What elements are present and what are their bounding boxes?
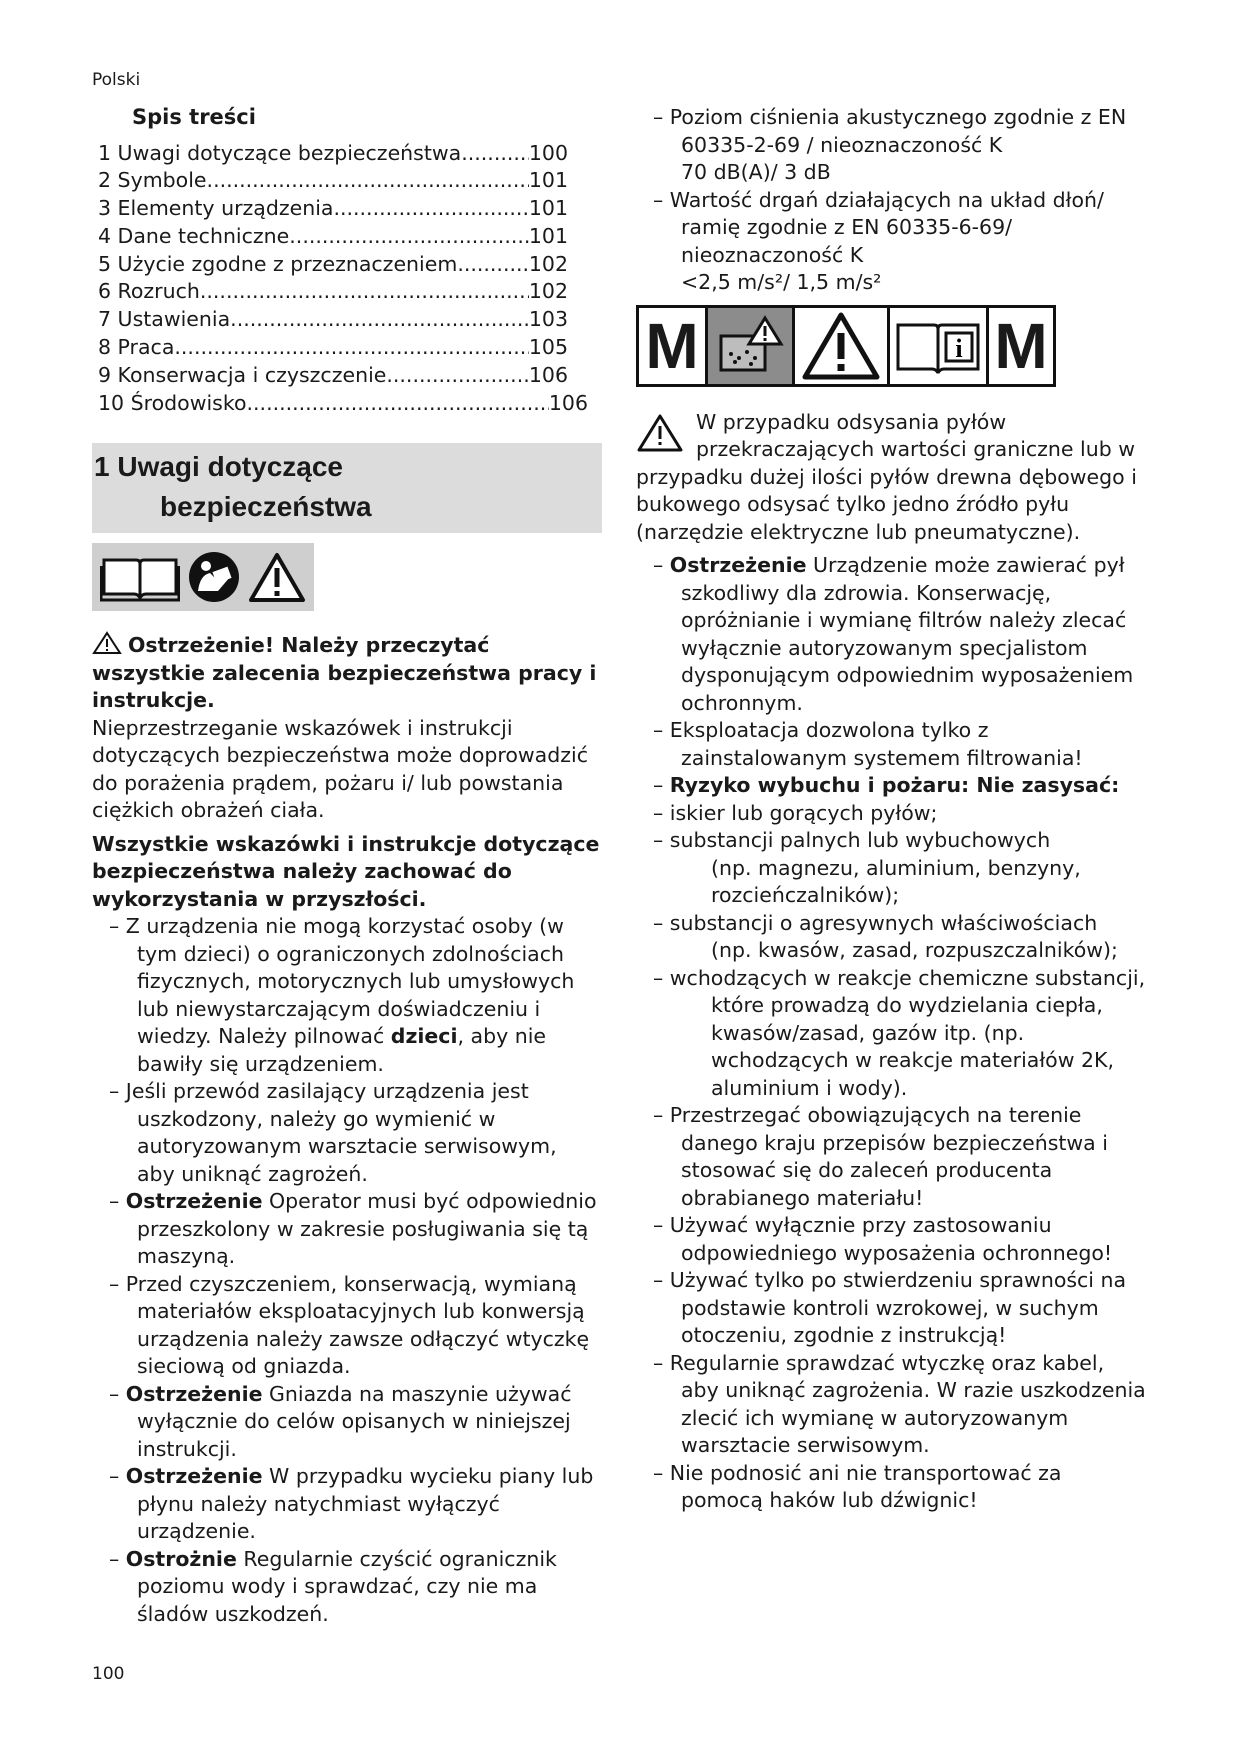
toc-item[interactable] <box>98 390 588 418</box>
list-item: – substancji palnych lub wybuchowych (np. magnezu, aluminium, benzyny, rozcieńczalników); <box>636 827 1148 910</box>
left-column <box>92 104 600 1628</box>
toc-item[interactable] <box>98 278 568 306</box>
language-label: Polski <box>92 70 141 90</box>
list-item: – iskier lub gorących pyłów; <box>636 800 1148 828</box>
read-manual-icon <box>188 551 240 603</box>
list-item: – Eksploatacja dozwolona tylko z zainstalowanym systemem filtrowania! <box>636 717 1148 772</box>
list-item: – Nie podnosić ani nie transportować za pomocą haków lub dźwignic! <box>636 1460 1148 1515</box>
toc-item-label: 3 Elementy urządzenia <box>98 196 334 221</box>
list-item: – Przed czyszczeniem, konserwacją, wymianą materiałów eksploatacyjnych lub konwersją urządzenia należy zawsze odłączyć wtyczkę sieciową od gniazda. <box>92 1271 600 1381</box>
safety-pictogram-strip <box>92 543 314 611</box>
toc-item[interactable] <box>98 334 568 362</box>
warning-heading: Ostrzeżenie! Należy przeczytać wszystkie zalecenia bezpieczeństwa pracy i instrukcje. <box>92 633 597 713</box>
toc-item-page: 101 <box>528 223 568 248</box>
toc-item-label: 4 Dane techniczne <box>98 223 290 248</box>
dust-container-icon <box>708 308 795 384</box>
vibration-spec: – Wartość drgań działających na układ dłoń/ ramię zgodnie z EN 60335-6-69/ nieoznaczoność K <2,5 m/s²/ 1,5 m/s² <box>636 187 1148 297</box>
list-item: – substancji o agresywnych właściwościach (np. kwasów, zasad, rozpuszczalników); <box>636 910 1148 965</box>
section-heading <box>92 443 602 533</box>
list-item: – Ryzyko wybuchu i pożaru: Nie zasysać: <box>636 772 1148 800</box>
dust-class-m-symbol: M <box>994 309 1048 382</box>
toc-item-page: 102 <box>528 251 568 276</box>
toc-item-page: 103 <box>528 307 568 332</box>
toc-item[interactable] <box>98 167 568 195</box>
list-item: – Ostrzeżenie Operator musi być odpowiednio przeszkolony w zakresie posługiwania się tą maszyną. <box>92 1188 600 1271</box>
toc-item-label: 9 Konserwacja i czyszczenie <box>98 362 387 387</box>
list-item: – Jeśli przewód zasilający urządzenia jest uszkodzony, należy go wymienić w autoryzowanym warsztacie serwisowym, aby uniknąć zagrożeń. <box>92 1078 600 1188</box>
section-heading-line1: 1 Uwagi dotyczące <box>94 451 343 483</box>
list-item: – Przestrzegać obowiązujących na terenie danego kraju przepisów bezpieczeństwa i stosować się do zaleceń producenta obrabianego materiału! <box>636 1102 1148 1212</box>
toc-item-page: 101 <box>528 168 568 193</box>
toc-item-page: 100 <box>528 140 568 165</box>
page-number: 100 <box>92 1664 125 1684</box>
toc-item-label: 10 Środowisko <box>98 390 247 415</box>
toc-item[interactable] <box>98 223 568 251</box>
toc-item-page: 106 <box>528 362 568 387</box>
warning-triangle-icon <box>636 413 684 453</box>
list-item: – Ostrzeżenie W przypadku wycieku piany lub płynu należy natychmiast wyłączyć urządzenie. <box>92 1463 600 1546</box>
keep-instructions-text: Wszystkie wskazówki i instrukcje dotyczące bezpieczeństwa należy zachować do wykorzystania w przyszłości. <box>92 831 600 911</box>
dust-class-m-symbol: M <box>639 308 708 384</box>
noise-value: 70 dB(A)/ 3 dB <box>681 160 831 184</box>
section-heading-line2: bezpieczeństwa <box>160 491 372 523</box>
toc-item[interactable] <box>98 362 568 390</box>
toc-item-label: 5 Użycie zgodne z przeznaczeniem <box>98 251 458 276</box>
toc-item-page: 101 <box>528 196 568 221</box>
list-item: – wchodzących w reakcje chemiczne substancji, które prowadzą do wydzielania ciepła, kwasów/zasad, gazów itp. (np. wchodzących w reakcje materiałów 2K, aluminium i wody). <box>636 965 1148 1103</box>
toc-item[interactable] <box>98 195 568 223</box>
list-item: – Ostrożnie Regularnie czyścić ogranicznik poziomu wody i sprawdzać, czy nie ma śladów uszkodzeń. <box>92 1546 600 1629</box>
warning-triangle-icon <box>92 631 122 655</box>
vibration-value: <2,5 m/s²/ 1,5 m/s² <box>681 270 882 294</box>
list-item: – Regularnie sprawdzać wtyczkę oraz kabel, aby uniknąć zagrożenia. W razie uszkodzenia zlecić ich wymianę w autoryzowanym warsztacie serwisowym. <box>636 1350 1148 1460</box>
toc-item-page: 102 <box>528 279 568 304</box>
list-item: – Z urządzenia nie mogą korzystać osoby (w tym dzieci) o ograniczonych zdolnościach fizycznych, motorycznych lub umysłowych lub niewystarczającym doświadczeniu i wiedzy. Należy pilnować dzieci, aby nie bawiły się urządzeniem. <box>92 913 600 1078</box>
toc-item[interactable] <box>98 251 568 279</box>
warning-text: Nieprzestrzeganie wskazówek i instrukcji dotyczących bezpieczeństwa może doprowadzić do porażenia prądem, pożaru i/ lub powstania ciężkich obrażeń ciała. <box>92 715 588 823</box>
warning-triangle-icon <box>795 308 890 384</box>
right-column <box>636 104 1148 1515</box>
toc-item-label: 6 Rozruch <box>98 279 200 304</box>
list-item: – Używać tylko po stwierdzeniu sprawności na podstawie kontroli wzrokowej, w suchym otoczeniu, zgodnie z instrukcją! <box>636 1267 1148 1350</box>
toc-item[interactable] <box>98 306 568 334</box>
table-of-contents <box>92 140 600 418</box>
toc-item-label: 7 Ustawienia <box>98 307 231 332</box>
manual-book-icon <box>100 552 180 602</box>
toc-item-label: 1 Uwagi dotyczące bezpieczeństwa <box>98 140 462 165</box>
dust-class-symbol-row <box>636 305 1056 387</box>
safety-list <box>92 913 600 1628</box>
list-item: – Ostrzeżenie Urządzenie może zawierać pył szkodliwy dla zdrowia. Konserwację, opróżnianie i wymianę filtrów należy zlecać wyłącznie autoryzowanym specjalistom dysponującym odpowiednim wyposażeniem ochronnym. <box>636 552 1148 717</box>
toc-item-page: 106 <box>548 390 588 415</box>
toc-item-label: 8 Praca <box>98 335 175 360</box>
toc-title: Spis treści <box>132 105 256 129</box>
svg-text:i: i <box>955 333 963 363</box>
toc-item-label: 2 Symbole <box>98 168 207 193</box>
manual-info-icon <box>890 308 989 384</box>
noise-spec: – Poziom ciśnienia akustycznego zgodnie z EN 60335-2-69 / nieoznaczoność K 70 dB(A)/ 3 dB <box>636 104 1148 187</box>
toc-item[interactable] <box>98 140 568 168</box>
dust-safety-list <box>636 552 1148 1515</box>
specs-list <box>636 104 1148 297</box>
list-item: – Używać wyłącznie przy zastosowaniu odpowiedniego wyposażenia ochronnego! <box>636 1212 1148 1267</box>
dust-warning-paragraph: W przypadku odsysania pyłów przekraczających wartości graniczne lub w przypadku dużej ilości pyłów drewna dębowego i bukowego odsysać tylko jedno źródło pyłu (narzędzie elektryczne lub pneumatyczne). <box>636 409 1137 544</box>
toc-item-page: 105 <box>528 335 568 360</box>
warning-triangle-icon <box>248 551 306 603</box>
list-item: – Ostrzeżenie Gniazda na maszynie używać wyłącznie do celów opisanych w niniejszej instrukcji. <box>92 1381 600 1464</box>
